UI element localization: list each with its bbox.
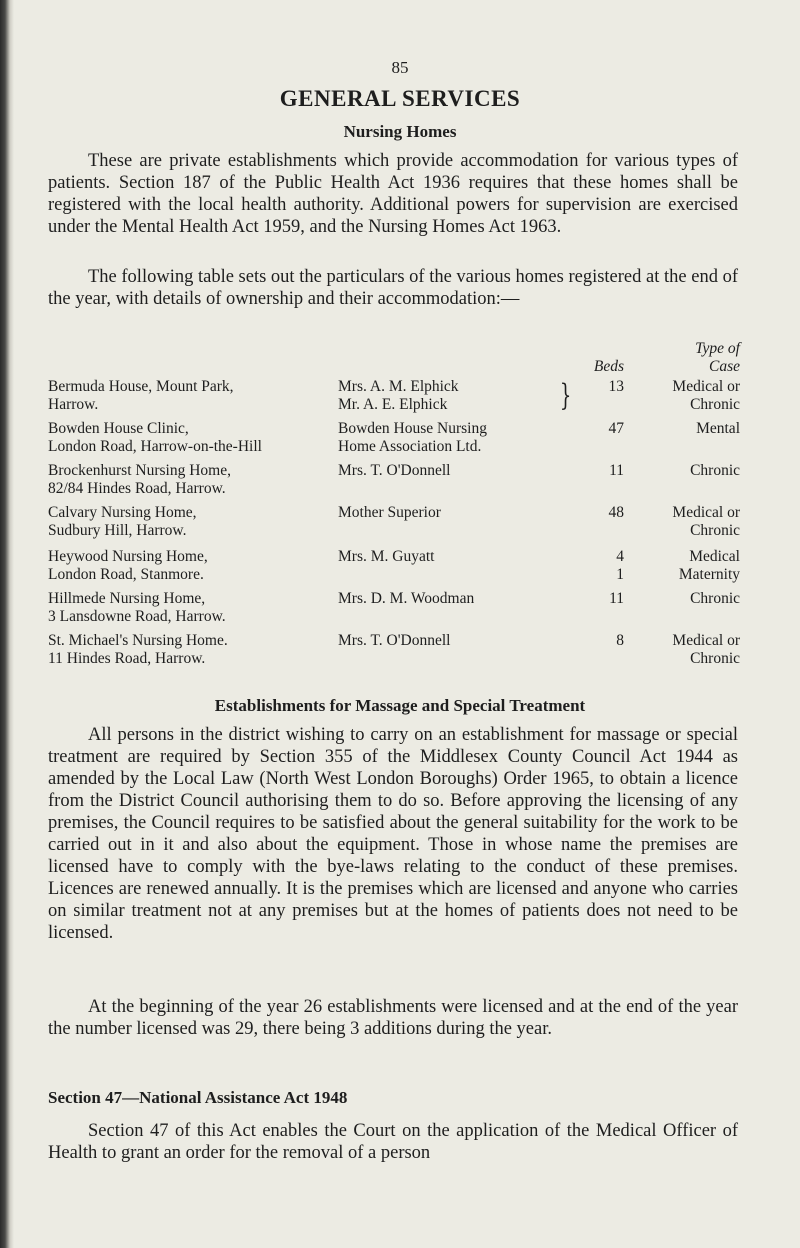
- table-row: Heywood Nursing Home, London Road, Stanmore. Mrs. M. Guyatt 4 1 Medical Maternity: [48, 548, 740, 583]
- page-binding-edge: [0, 0, 14, 1248]
- column-header-beds: Beds: [593, 358, 624, 375]
- paragraph-establishment-counts: At the beginning of the year 26 establishments were licensed and at the end of the year the number licensed was 29, there being 3 additions during the year.: [48, 997, 738, 1039]
- paragraph-massage-licensing: All persons in the district wishing to carry on an establishment for massage or special treatment are required by Section 355 of the Middlesex County Council Act 1944 as amended by the Local Law (North West London Boroughs) Order 1965, to obtain a licence from the District Council authorising them to do so. Before approving the licensing of any premises, the Council requires to be satisfied about the general suitability for the work to be carried out in it and also about the equipment. Those in whose name the premises are licensed have to comply with the bye-laws relating to the conduct of these premises. Licences are renewed annually. It is the premises which are licensed and anyone who carries on similar treatment not at any premises but at the homes of patients does not need to be licensed.: [48, 725, 738, 943]
- paragraph-section-47: Section 47 of this Act enables the Court on the application of the Medical Officer of Health to grant an order for the removal of a person: [48, 1121, 738, 1163]
- brace-icon: }: [559, 378, 572, 413]
- page-number: 85: [391, 58, 409, 77]
- table-row: St. Michael's Nursing Home. 11 Hindes Road, Harrow. Mrs. T. O'Donnell 8 Medical or Chronic: [48, 632, 740, 667]
- section-heading-massage: Establishments for Massage and Special Treatment: [214, 696, 586, 715]
- section-heading-national-assistance: Section 47—National Assistance Act 1948: [48, 1088, 348, 1107]
- table-row: Brockenhurst Nursing Home, 82/84 Hindes Road, Harrow. Mrs. T. O'Donnell 11 Chronic: [48, 462, 740, 497]
- column-header-type-1: Type of: [695, 340, 740, 357]
- paragraph-nursing-homes-intro: These are private establishments which provide accommodation for various types of patients. Section 187 of the Public Health Act 1936 requires that these homes shall be registered with the local health authority. Additional powers for supervision are exercised under the Mental Health Act 1959, and the Nursing Homes Act 1963.: [48, 151, 738, 237]
- table-row: Calvary Nursing Home, Sudbury Hill, Harrow. Mother Superior 48 Medical or Chronic: [48, 504, 740, 539]
- paragraph-table-intro: The following table sets out the particulars of the various homes registered at the end of the year, with details of ownership and their accommodation:—: [48, 267, 738, 309]
- table-row: Bowden House Clinic, London Road, Harrow-on-the-Hill Bowden House Nursing Home Association Ltd. 47 Mental: [48, 420, 740, 455]
- section-heading-nursing-homes: Nursing Homes: [343, 122, 457, 141]
- page-title: GENERAL SERVICES: [279, 86, 521, 111]
- table-row: Hillmede Nursing Home, 3 Lansdowne Road, Harrow. Mrs. D. M. Woodman 11 Chronic: [48, 590, 740, 625]
- column-header-type-2: Case: [709, 358, 740, 375]
- table-row: Bermuda House, Mount Park, Harrow. Mrs. A. M. Elphick Mr. A. E. Elphick } 13 Medical or Chronic: [48, 378, 740, 413]
